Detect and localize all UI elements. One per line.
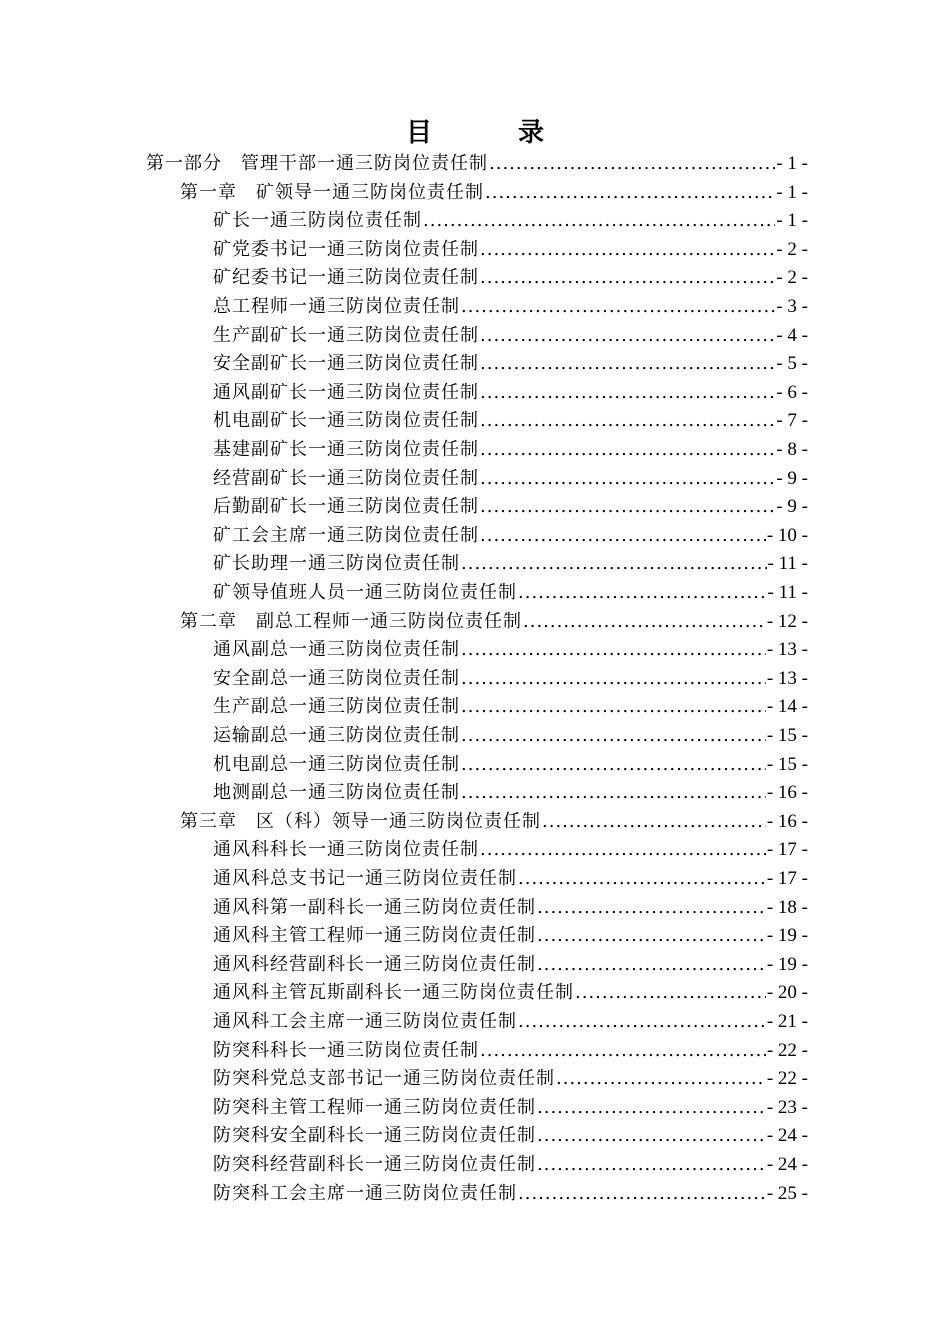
toc-entry[interactable]: [213, 1037, 808, 1065]
toc-page-number: - 21 -: [766, 1011, 808, 1032]
toc-entry[interactable]: [213, 922, 808, 950]
toc-entry[interactable]: [213, 493, 808, 521]
toc-dot-leader: [518, 865, 766, 893]
toc-entry[interactable]: [213, 1151, 808, 1179]
toc-dot-leader: [518, 579, 767, 607]
toc-page-number: - 5 -: [776, 353, 808, 374]
toc-dot-leader: [480, 322, 775, 350]
toc-entry-label: 地测副总一通三防岗位责任制: [213, 782, 460, 803]
toc-page-number: - 13 -: [766, 668, 808, 689]
toc-entry[interactable]: [180, 608, 808, 636]
toc-dot-leader: [480, 350, 775, 378]
toc-page-number: - 11 -: [767, 553, 808, 574]
toc-page-number: - 16 -: [766, 811, 808, 832]
toc-entry-label: 经营副矿长一通三防岗位责任制: [213, 468, 479, 489]
toc-dot-leader: [461, 665, 766, 693]
toc-dot-leader: [461, 722, 766, 750]
toc-dot-leader: [537, 1151, 766, 1179]
toc-dot-leader: [537, 894, 766, 922]
toc-entry[interactable]: [213, 1180, 808, 1208]
toc-dot-leader: [480, 493, 775, 521]
toc-dot-leader: [480, 379, 775, 407]
toc-dot-leader: [556, 1065, 766, 1093]
toc-entry-label: 生产副矿长一通三防岗位责任制: [213, 325, 479, 346]
toc-page-number: - 13 -: [766, 639, 808, 660]
toc-page-number: - 20 -: [766, 982, 808, 1003]
toc-page-number: - 23 -: [766, 1097, 808, 1118]
toc-dot-leader: [480, 236, 775, 264]
toc-entry-label: 矿党委书记一通三防岗位责任制: [213, 239, 479, 260]
toc-entry-label: 通风科工会主席一通三防岗位责任制: [213, 1011, 517, 1032]
toc-page-number: - 16 -: [766, 782, 808, 803]
toc-entry[interactable]: [213, 636, 808, 664]
toc-entry[interactable]: [213, 522, 808, 550]
toc-entry[interactable]: [213, 836, 808, 864]
toc-dot-leader: [537, 922, 766, 950]
toc-entry-label: 安全副总一通三防岗位责任制: [213, 668, 460, 689]
toc-dot-leader: [461, 779, 766, 807]
toc-page-number: - 14 -: [766, 696, 808, 717]
toc-page-number: - 18 -: [766, 897, 808, 918]
toc-entry-label: 通风科总支书记一通三防岗位责任制: [213, 868, 517, 889]
toc-entry-label: 通风副总一通三防岗位责任制: [213, 639, 460, 660]
toc-dot-leader: [489, 150, 775, 178]
toc-dot-leader: [537, 1094, 766, 1122]
toc-page-number: - 24 -: [766, 1125, 808, 1146]
toc-page-number: - 12 -: [766, 611, 808, 632]
toc-entry[interactable]: [213, 407, 808, 435]
toc-entry-label: 防突科党总支部书记一通三防岗位责任制: [213, 1068, 555, 1089]
toc-page-number: - 1 -: [776, 182, 808, 203]
toc-page-number: - 22 -: [766, 1040, 808, 1061]
toc-page-number: - 3 -: [776, 296, 808, 317]
toc-entry[interactable]: [146, 150, 808, 178]
toc-entry[interactable]: [180, 808, 808, 836]
toc-dot-leader: [480, 522, 766, 550]
toc-dot-leader: [480, 407, 775, 435]
toc-dot-leader: [523, 608, 766, 636]
toc-entry-label: 通风科科长一通三防岗位责任制: [213, 839, 479, 860]
toc-page-number: - 19 -: [766, 954, 808, 975]
toc-page-number: - 17 -: [766, 839, 808, 860]
toc-entry[interactable]: [213, 465, 808, 493]
toc-entry[interactable]: [213, 1122, 808, 1150]
toc-page-number: - 1 -: [776, 153, 808, 174]
toc-entry[interactable]: [213, 1008, 808, 1036]
toc-entry[interactable]: [213, 1094, 808, 1122]
toc-entry[interactable]: [213, 751, 808, 779]
toc-entry-label: 第一章 矿领导一通三防岗位责任制: [180, 182, 484, 203]
toc-entry-label: 通风副矿长一通三防岗位责任制: [213, 382, 479, 403]
toc-entry[interactable]: [213, 722, 808, 750]
toc-dot-leader: [537, 951, 766, 979]
toc-dot-leader: [575, 979, 766, 1007]
toc-page-number: - 17 -: [766, 868, 808, 889]
toc-entry[interactable]: [180, 179, 808, 207]
toc-entry-label: 矿工会主席一通三防岗位责任制: [213, 525, 479, 546]
toc-page-number: - 15 -: [766, 754, 808, 775]
toc-entry-label: 第三章 区（科）领导一通三防岗位责任制: [180, 811, 541, 832]
toc-entry-label: 通风科主管工程师一通三防岗位责任制: [213, 925, 536, 946]
toc-dot-leader: [537, 1122, 766, 1150]
toc-dot-leader: [461, 636, 766, 664]
toc-entry-label: 矿纪委书记一通三防岗位责任制: [213, 267, 479, 288]
toc-page-number: - 2 -: [776, 267, 808, 288]
toc-dot-leader: [542, 808, 766, 836]
toc-entry[interactable]: [213, 979, 808, 1007]
toc-page-number: - 10 -: [766, 525, 808, 546]
toc-entry-label: 总工程师一通三防岗位责任制: [213, 296, 460, 317]
toc-entry-label: 第一部分 管理干部一通三防岗位责任制: [146, 153, 488, 174]
toc-dot-leader: [480, 1037, 766, 1065]
toc-entry-label: 安全副矿长一通三防岗位责任制: [213, 353, 479, 374]
toc-page-number: - 22 -: [766, 1068, 808, 1089]
toc-entry-label: 矿长一通三防岗位责任制: [213, 210, 422, 231]
toc-entry[interactable]: [213, 579, 808, 607]
toc-title: 目 录: [405, 118, 574, 148]
toc-entry[interactable]: [213, 665, 808, 693]
toc-entry[interactable]: [213, 293, 808, 321]
toc-entry[interactable]: [213, 264, 808, 292]
toc-entry[interactable]: [213, 693, 808, 721]
toc-page-number: - 9 -: [776, 468, 808, 489]
toc-dot-leader: [423, 207, 775, 235]
toc-entry[interactable]: [213, 894, 808, 922]
toc-entry[interactable]: [213, 865, 808, 893]
toc-page-number: - 2 -: [776, 239, 808, 260]
toc-entry[interactable]: [213, 436, 808, 464]
toc-page-number: - 6 -: [776, 382, 808, 403]
toc-entry-label: 防突科安全副科长一通三防岗位责任制: [213, 1125, 536, 1146]
toc-page-number: - 9 -: [776, 496, 808, 517]
toc-page-number: - 4 -: [776, 325, 808, 346]
toc-entry-label: 第二章 副总工程师一通三防岗位责任制: [180, 611, 522, 632]
toc-entry-label: 矿领导值班人员一通三防岗位责任制: [213, 582, 517, 603]
toc-page-number: - 7 -: [776, 410, 808, 431]
toc-dot-leader: [518, 1008, 766, 1036]
toc-entry-label: 防突科工会主席一通三防岗位责任制: [213, 1183, 517, 1204]
toc-entry-label: 后勤副矿长一通三防岗位责任制: [213, 496, 479, 517]
toc-entry[interactable]: [213, 207, 808, 235]
toc-entry-label: 生产副总一通三防岗位责任制: [213, 696, 460, 717]
toc-entry[interactable]: [213, 236, 808, 264]
toc-dot-leader: [461, 293, 775, 321]
toc-page-number: - 25 -: [766, 1183, 808, 1204]
toc-entry-label: 矿长助理一通三防岗位责任制: [213, 553, 460, 574]
toc-entry-label: 基建副矿长一通三防岗位责任制: [213, 439, 479, 460]
toc-dot-leader: [480, 836, 766, 864]
toc-entry-label: 运输副总一通三防岗位责任制: [213, 725, 460, 746]
toc-dot-leader: [485, 179, 775, 207]
toc-entry-label: 通风科第一副科长一通三防岗位责任制: [213, 897, 536, 918]
toc-entry[interactable]: [213, 779, 808, 807]
toc-dot-leader: [461, 550, 767, 578]
toc-entry-label: 通风科主管瓦斯副科长一通三防岗位责任制: [213, 982, 574, 1003]
toc-entry[interactable]: [213, 350, 808, 378]
toc-entry-label: 机电副总一通三防岗位责任制: [213, 754, 460, 775]
toc-page-number: - 1 -: [776, 210, 808, 231]
toc-dot-leader: [461, 693, 766, 721]
toc-entry[interactable]: [213, 951, 808, 979]
toc-page-number: - 8 -: [776, 439, 808, 460]
toc-entry[interactable]: [213, 1065, 808, 1093]
toc-entry-label: 防突科科长一通三防岗位责任制: [213, 1040, 479, 1061]
toc-entry-label: 通风科经营副科长一通三防岗位责任制: [213, 954, 536, 975]
toc-dot-leader: [480, 264, 775, 292]
toc-entry-label: 防突科经营副科长一通三防岗位责任制: [213, 1154, 536, 1175]
toc-page-number: - 11 -: [767, 582, 808, 603]
toc-dot-leader: [461, 751, 766, 779]
toc-entry-label: 机电副矿长一通三防岗位责任制: [213, 410, 479, 431]
toc-dot-leader: [480, 465, 775, 493]
toc-dot-leader: [518, 1180, 766, 1208]
toc-entry-label: 防突科主管工程师一通三防岗位责任制: [213, 1097, 536, 1118]
toc-entry[interactable]: [213, 379, 808, 407]
toc-entry[interactable]: [213, 550, 808, 578]
toc-page-number: - 15 -: [766, 725, 808, 746]
toc-entry[interactable]: [213, 322, 808, 350]
toc-page-number: - 24 -: [766, 1154, 808, 1175]
toc-page-number: - 19 -: [766, 925, 808, 946]
toc-dot-leader: [480, 436, 775, 464]
